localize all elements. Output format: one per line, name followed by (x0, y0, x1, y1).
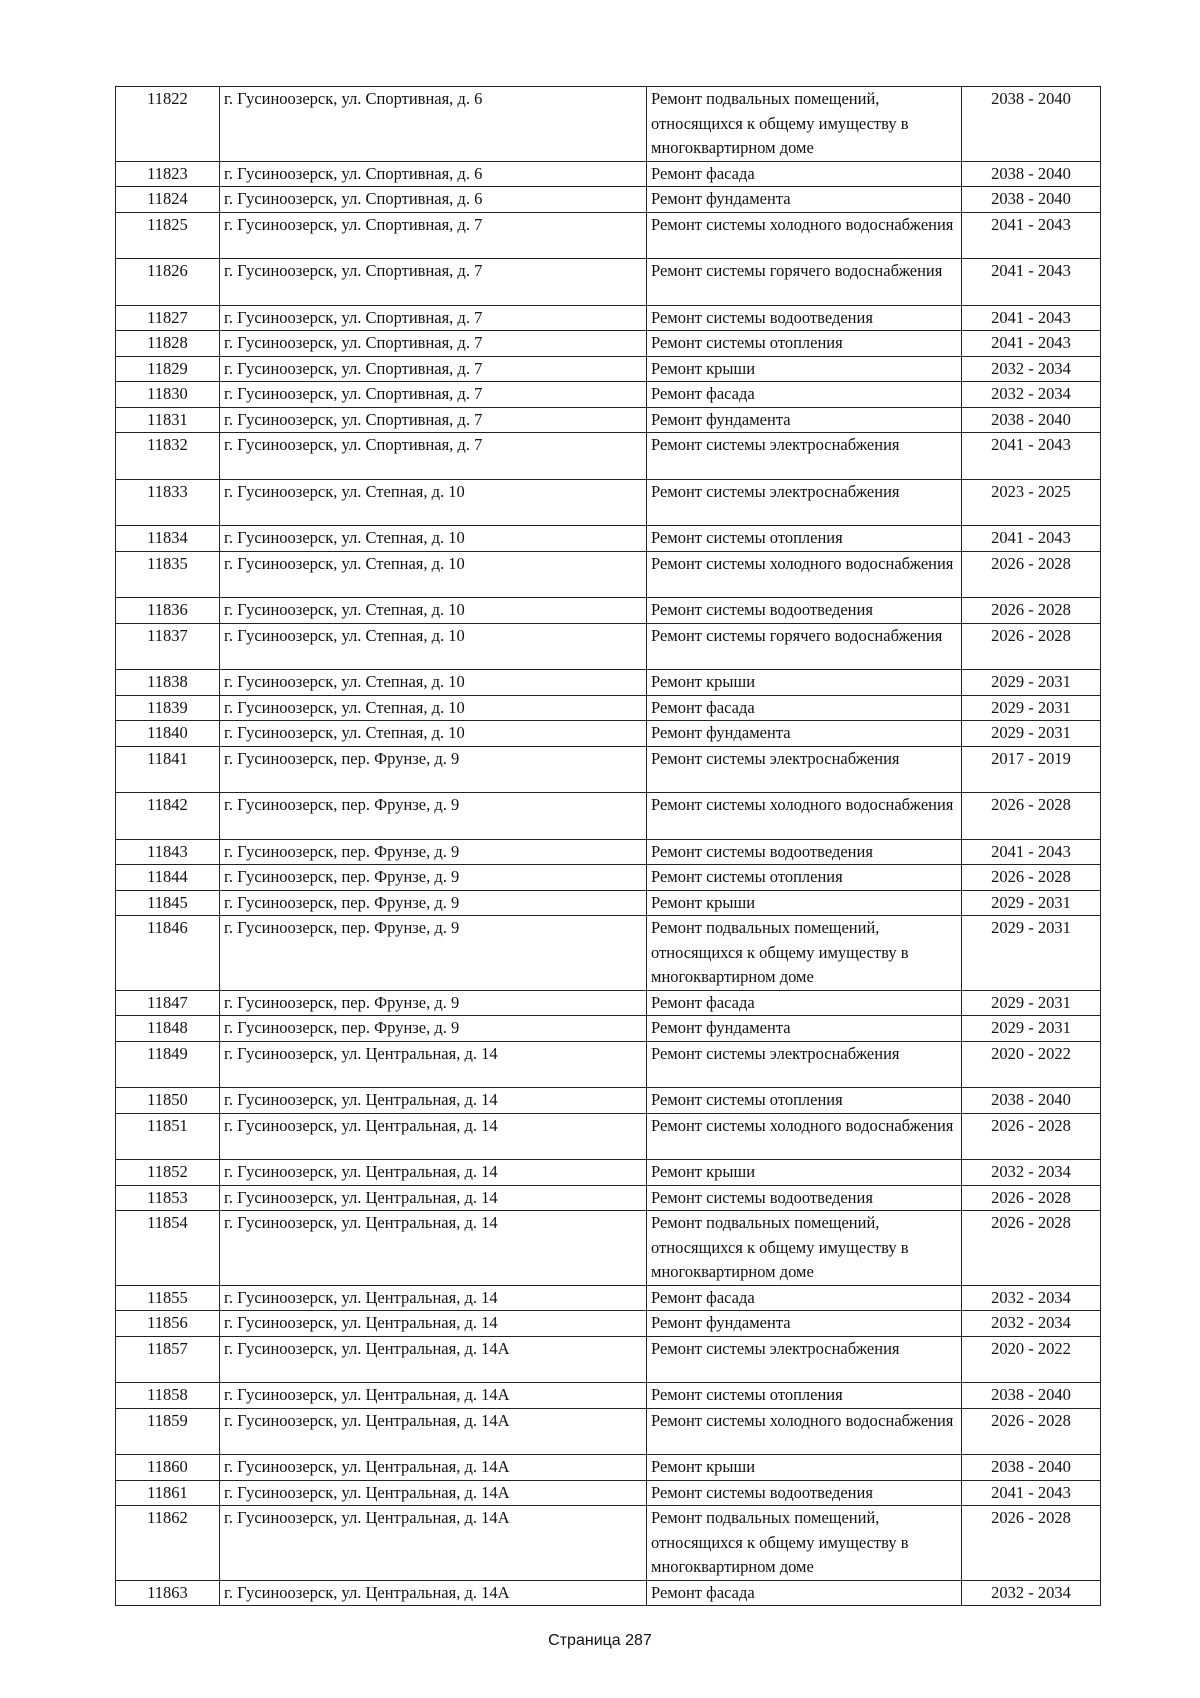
row-number: 11859 (116, 1408, 220, 1455)
row-period: 2026 - 2028 (962, 793, 1101, 840)
row-address: г. Гусиноозерск, ул. Центральная, д. 14А (220, 1408, 647, 1455)
row-period: 2029 - 2031 (962, 670, 1101, 696)
row-address: г. Гусиноозерск, ул. Степная, д. 10 (220, 551, 647, 598)
row-address: г. Гусиноозерск, ул. Центральная, д. 14 (220, 1088, 647, 1114)
row-address: г. Гусиноозерск, ул. Степная, д. 10 (220, 526, 647, 552)
row-work-type: Ремонт системы отопления (647, 331, 962, 357)
table-row (116, 1185, 1101, 1211)
row-number: 11853 (116, 1185, 220, 1211)
table-row (116, 1311, 1101, 1337)
row-number: 11829 (116, 356, 220, 382)
row-period: 2041 - 2043 (962, 259, 1101, 306)
row-number: 11837 (116, 623, 220, 670)
table-row (116, 890, 1101, 916)
row-address: г. Гусиноозерск, ул. Степная, д. 10 (220, 479, 647, 526)
row-period: 2026 - 2028 (962, 1506, 1101, 1581)
row-work-type: Ремонт системы отопления (647, 1383, 962, 1409)
row-number: 11855 (116, 1285, 220, 1311)
row-work-type: Ремонт подвальных помещений, относящихся к общему имуществу в многоквартирном доме (647, 1506, 962, 1581)
row-work-type: Ремонт системы водоотведения (647, 1480, 962, 1506)
row-address: г. Гусиноозерск, ул. Спортивная, д. 6 (220, 187, 647, 213)
row-period: 2041 - 2043 (962, 212, 1101, 259)
row-address: г. Гусиноозерск, пер. Фрунзе, д. 9 (220, 916, 647, 991)
row-period: 2041 - 2043 (962, 1480, 1101, 1506)
table-row (116, 551, 1101, 598)
row-number: 11861 (116, 1480, 220, 1506)
table-row (116, 695, 1101, 721)
row-period: 2038 - 2040 (962, 1383, 1101, 1409)
row-address: г. Гусиноозерск, ул. Спортивная, д. 7 (220, 407, 647, 433)
repair-schedule-table (115, 86, 1101, 1606)
table-body (116, 87, 1101, 1606)
row-period: 2041 - 2043 (962, 839, 1101, 865)
row-address: г. Гусиноозерск, ул. Степная, д. 10 (220, 623, 647, 670)
row-work-type: Ремонт крыши (647, 356, 962, 382)
row-work-type: Ремонт фундамента (647, 407, 962, 433)
table-row (116, 1336, 1101, 1383)
row-work-type: Ремонт системы водоотведения (647, 305, 962, 331)
row-address: г. Гусиноозерск, пер. Фрунзе, д. 9 (220, 865, 647, 891)
row-work-type: Ремонт системы отопления (647, 1088, 962, 1114)
row-address: г. Гусиноозерск, ул. Спортивная, д. 7 (220, 212, 647, 259)
row-address: г. Гусиноозерск, ул. Спортивная, д. 7 (220, 433, 647, 480)
table-row (116, 1016, 1101, 1042)
row-period: 2026 - 2028 (962, 1113, 1101, 1160)
row-work-type: Ремонт системы электроснабжения (647, 1336, 962, 1383)
row-period: 2041 - 2043 (962, 433, 1101, 480)
row-work-type: Ремонт системы холодного водоснабжения (647, 1408, 962, 1455)
row-work-type: Ремонт фасада (647, 695, 962, 721)
row-address: г. Гусиноозерск, пер. Фрунзе, д. 9 (220, 793, 647, 840)
row-work-type: Ремонт системы электроснабжения (647, 746, 962, 793)
table-row (116, 1285, 1101, 1311)
row-work-type: Ремонт подвальных помещений, относящихся к общему имуществу в многоквартирном доме (647, 1211, 962, 1286)
row-period: 2026 - 2028 (962, 865, 1101, 891)
row-period: 2026 - 2028 (962, 1408, 1101, 1455)
row-address: г. Гусиноозерск, ул. Центральная, д. 14А (220, 1506, 647, 1581)
row-address: г. Гусиноозерск, ул. Центральная, д. 14А (220, 1480, 647, 1506)
row-work-type: Ремонт фундамента (647, 1016, 962, 1042)
row-work-type: Ремонт фасада (647, 161, 962, 187)
row-work-type: Ремонт фасада (647, 382, 962, 408)
table-row (116, 865, 1101, 891)
row-number: 11856 (116, 1311, 220, 1337)
row-address: г. Гусиноозерск, ул. Спортивная, д. 6 (220, 87, 647, 162)
row-period: 2032 - 2034 (962, 1580, 1101, 1606)
row-number: 11836 (116, 598, 220, 624)
table-row (116, 1211, 1101, 1286)
row-work-type: Ремонт крыши (647, 1160, 962, 1186)
table-row (116, 87, 1101, 162)
row-period: 2038 - 2040 (962, 87, 1101, 162)
row-period: 2029 - 2031 (962, 695, 1101, 721)
table-row (116, 916, 1101, 991)
row-number: 11841 (116, 746, 220, 793)
row-work-type: Ремонт фасада (647, 990, 962, 1016)
row-number: 11840 (116, 721, 220, 747)
row-address: г. Гусиноозерск, пер. Фрунзе, д. 9 (220, 746, 647, 793)
table-row (116, 1480, 1101, 1506)
row-address: г. Гусиноозерск, ул. Спортивная, д. 6 (220, 161, 647, 187)
row-address: г. Гусиноозерск, ул. Центральная, д. 14 (220, 1113, 647, 1160)
table-row (116, 212, 1101, 259)
row-work-type: Ремонт системы отопления (647, 865, 962, 891)
table-row (116, 598, 1101, 624)
row-address: г. Гусиноозерск, ул. Центральная, д. 14А (220, 1580, 647, 1606)
table-row (116, 1088, 1101, 1114)
row-number: 11827 (116, 305, 220, 331)
row-number: 11851 (116, 1113, 220, 1160)
row-number: 11832 (116, 433, 220, 480)
row-work-type: Ремонт системы водоотведения (647, 839, 962, 865)
row-number: 11848 (116, 1016, 220, 1042)
row-work-type: Ремонт фундамента (647, 187, 962, 213)
row-number: 11826 (116, 259, 220, 306)
row-number: 11863 (116, 1580, 220, 1606)
table-row (116, 161, 1101, 187)
table-row (116, 839, 1101, 865)
row-period: 2038 - 2040 (962, 187, 1101, 213)
table-row (116, 990, 1101, 1016)
row-address: г. Гусиноозерск, ул. Степная, д. 10 (220, 721, 647, 747)
row-period: 2026 - 2028 (962, 623, 1101, 670)
row-period: 2038 - 2040 (962, 407, 1101, 433)
row-work-type: Ремонт подвальных помещений, относящихся к общему имуществу в многоквартирном доме (647, 87, 962, 162)
row-period: 2032 - 2034 (962, 1311, 1101, 1337)
row-period: 2026 - 2028 (962, 1211, 1101, 1286)
row-work-type: Ремонт фундамента (647, 1311, 962, 1337)
row-number: 11845 (116, 890, 220, 916)
table-row (116, 1041, 1101, 1088)
page-number: Страница 287 (548, 1632, 652, 1649)
row-address: г. Гусиноозерск, ул. Центральная, д. 14А (220, 1383, 647, 1409)
row-address: г. Гусиноозерск, пер. Фрунзе, д. 9 (220, 990, 647, 1016)
table-row (116, 1580, 1101, 1606)
row-address: г. Гусиноозерск, ул. Спортивная, д. 7 (220, 382, 647, 408)
row-work-type: Ремонт системы холодного водоснабжения (647, 793, 962, 840)
table-row (116, 526, 1101, 552)
row-work-type: Ремонт фасада (647, 1580, 962, 1606)
row-number: 11834 (116, 526, 220, 552)
row-period: 2029 - 2031 (962, 890, 1101, 916)
row-work-type: Ремонт системы горячего водоснабжения (647, 259, 962, 306)
table-row (116, 331, 1101, 357)
row-address: г. Гусиноозерск, ул. Спортивная, д. 7 (220, 356, 647, 382)
row-address: г. Гусиноозерск, ул. Центральная, д. 14А (220, 1336, 647, 1383)
row-work-type: Ремонт системы электроснабжения (647, 1041, 962, 1088)
row-number: 11852 (116, 1160, 220, 1186)
row-period: 2029 - 2031 (962, 990, 1101, 1016)
table-row (116, 259, 1101, 306)
row-number: 11842 (116, 793, 220, 840)
row-period: 2029 - 2031 (962, 721, 1101, 747)
table-row (116, 407, 1101, 433)
row-address: г. Гусиноозерск, ул. Степная, д. 10 (220, 695, 647, 721)
row-number: 11833 (116, 479, 220, 526)
table-row (116, 1408, 1101, 1455)
table-row (116, 623, 1101, 670)
row-work-type: Ремонт системы водоотведения (647, 1185, 962, 1211)
row-address: г. Гусиноозерск, ул. Центральная, д. 14 (220, 1185, 647, 1211)
row-number: 11828 (116, 331, 220, 357)
table-row (116, 305, 1101, 331)
row-number: 11844 (116, 865, 220, 891)
row-number: 11858 (116, 1383, 220, 1409)
table-row (116, 1160, 1101, 1186)
row-period: 2020 - 2022 (962, 1336, 1101, 1383)
row-address: г. Гусиноозерск, ул. Степная, д. 10 (220, 598, 647, 624)
row-work-type: Ремонт системы электроснабжения (647, 433, 962, 480)
row-work-type: Ремонт системы горячего водоснабжения (647, 623, 962, 670)
row-period: 2020 - 2022 (962, 1041, 1101, 1088)
row-work-type: Ремонт системы холодного водоснабжения (647, 212, 962, 259)
row-period: 2032 - 2034 (962, 1285, 1101, 1311)
table-row (116, 721, 1101, 747)
row-address: г. Гусиноозерск, пер. Фрунзе, д. 9 (220, 1016, 647, 1042)
row-number: 11825 (116, 212, 220, 259)
table-row (116, 479, 1101, 526)
table-row (116, 746, 1101, 793)
row-number: 11843 (116, 839, 220, 865)
row-number: 11854 (116, 1211, 220, 1286)
row-number: 11823 (116, 161, 220, 187)
row-address: г. Гусиноозерск, ул. Центральная, д. 14А (220, 1455, 647, 1481)
row-number: 11822 (116, 87, 220, 162)
row-work-type: Ремонт фундамента (647, 721, 962, 747)
row-period: 2038 - 2040 (962, 1088, 1101, 1114)
row-address: г. Гусиноозерск, пер. Фрунзе, д. 9 (220, 890, 647, 916)
row-period: 2038 - 2040 (962, 1455, 1101, 1481)
row-work-type: Ремонт фасада (647, 1285, 962, 1311)
row-address: г. Гусиноозерск, пер. Фрунзе, д. 9 (220, 839, 647, 865)
row-period: 2026 - 2028 (962, 551, 1101, 598)
row-number: 11830 (116, 382, 220, 408)
row-number: 11862 (116, 1506, 220, 1581)
row-period: 2041 - 2043 (962, 331, 1101, 357)
row-number: 11850 (116, 1088, 220, 1114)
table-row (116, 1455, 1101, 1481)
row-period: 2032 - 2034 (962, 1160, 1101, 1186)
table-row (116, 1113, 1101, 1160)
row-number: 11846 (116, 916, 220, 991)
table-row (116, 1506, 1101, 1581)
row-address: г. Гусиноозерск, ул. Центральная, д. 14 (220, 1211, 647, 1286)
table-row (116, 1383, 1101, 1409)
row-number: 11857 (116, 1336, 220, 1383)
row-period: 2032 - 2034 (962, 356, 1101, 382)
table-row (116, 187, 1101, 213)
row-work-type: Ремонт крыши (647, 670, 962, 696)
table-row (116, 382, 1101, 408)
row-number: 11835 (116, 551, 220, 598)
row-number: 11847 (116, 990, 220, 1016)
row-period: 2041 - 2043 (962, 526, 1101, 552)
row-period: 2029 - 2031 (962, 1016, 1101, 1042)
row-period: 2023 - 2025 (962, 479, 1101, 526)
row-work-type: Ремонт системы водоотведения (647, 598, 962, 624)
row-period: 2026 - 2028 (962, 598, 1101, 624)
table-row (116, 670, 1101, 696)
row-work-type: Ремонт подвальных помещений, относящихся к общему имуществу в многоквартирном доме (647, 916, 962, 991)
row-address: г. Гусиноозерск, ул. Спортивная, д. 7 (220, 331, 647, 357)
row-period: 2038 - 2040 (962, 161, 1101, 187)
row-address: г. Гусиноозерск, ул. Центральная, д. 14 (220, 1311, 647, 1337)
row-address: г. Гусиноозерск, ул. Центральная, д. 14 (220, 1160, 647, 1186)
row-number: 11839 (116, 695, 220, 721)
row-period: 2017 - 2019 (962, 746, 1101, 793)
row-number: 11824 (116, 187, 220, 213)
row-address: г. Гусиноозерск, ул. Центральная, д. 14 (220, 1041, 647, 1088)
row-period: 2032 - 2034 (962, 382, 1101, 408)
row-number: 11849 (116, 1041, 220, 1088)
row-work-type: Ремонт крыши (647, 1455, 962, 1481)
row-work-type: Ремонт крыши (647, 890, 962, 916)
row-period: 2041 - 2043 (962, 305, 1101, 331)
row-number: 11838 (116, 670, 220, 696)
row-work-type: Ремонт системы холодного водоснабжения (647, 551, 962, 598)
row-address: г. Гусиноозерск, ул. Спортивная, д. 7 (220, 305, 647, 331)
row-address: г. Гусиноозерск, ул. Центральная, д. 14 (220, 1285, 647, 1311)
table-row (116, 793, 1101, 840)
row-address: г. Гусиноозерск, ул. Степная, д. 10 (220, 670, 647, 696)
row-address: г. Гусиноозерск, ул. Спортивная, д. 7 (220, 259, 647, 306)
row-work-type: Ремонт системы холодного водоснабжения (647, 1113, 962, 1160)
row-period: 2029 - 2031 (962, 916, 1101, 991)
table-row (116, 433, 1101, 480)
row-work-type: Ремонт системы отопления (647, 526, 962, 552)
row-period: 2026 - 2028 (962, 1185, 1101, 1211)
row-work-type: Ремонт системы электроснабжения (647, 479, 962, 526)
row-number: 11860 (116, 1455, 220, 1481)
row-number: 11831 (116, 407, 220, 433)
table-row (116, 356, 1101, 382)
